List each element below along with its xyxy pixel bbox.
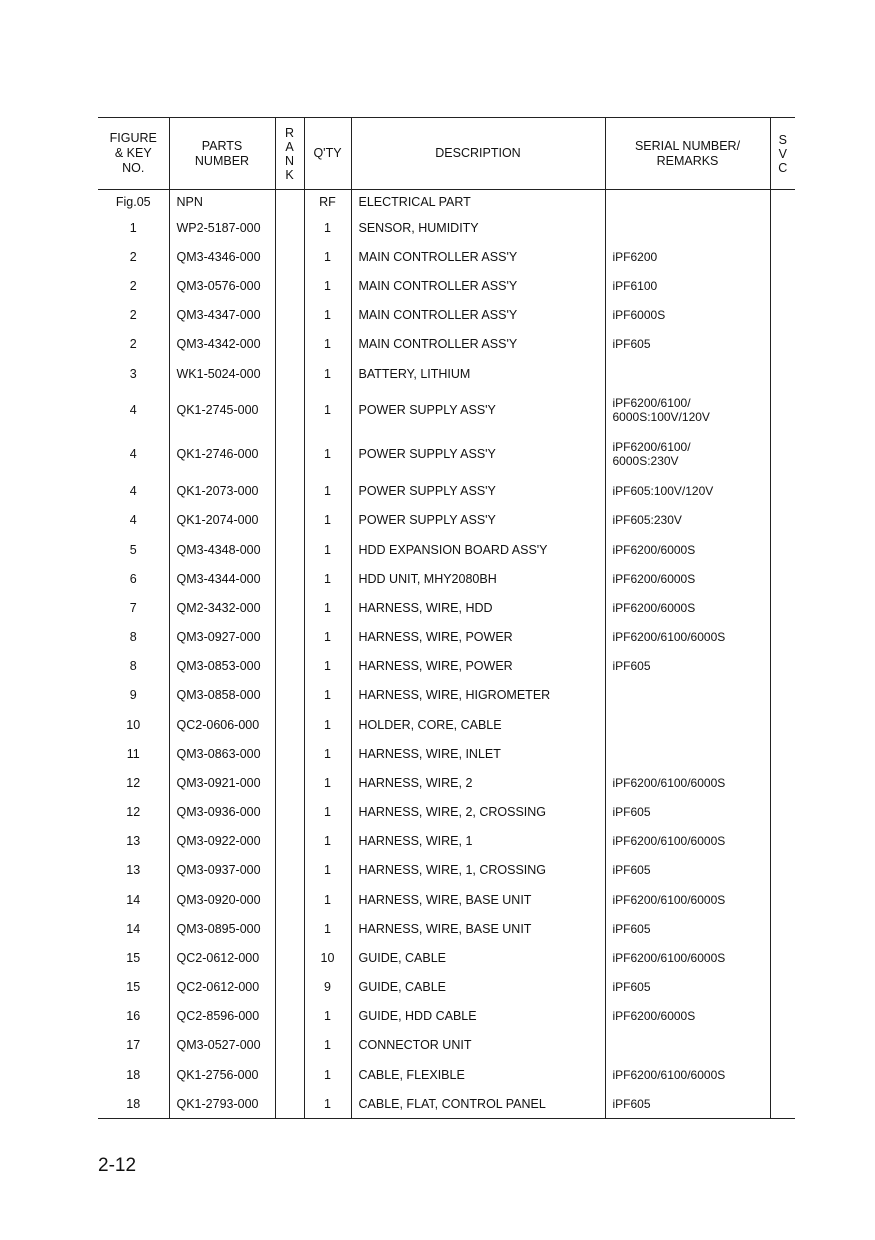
description-cell: GUIDE, CABLE	[351, 973, 605, 1002]
table-row	[98, 623, 795, 652]
table-row	[98, 944, 795, 973]
part-number-cell: NPN	[169, 190, 275, 214]
quantity-cell: 1	[304, 652, 351, 681]
header-figure-key: FIGURE & KEY NO.	[98, 118, 169, 190]
rank-cell	[275, 565, 304, 594]
description-cell: MAIN CONTROLLER ASS'Y	[351, 272, 605, 301]
svc-cell	[770, 243, 795, 272]
serial-remarks-cell: iPF6200	[605, 243, 770, 272]
quantity-cell: 1	[304, 535, 351, 565]
quantity-cell: 1	[304, 301, 351, 330]
quantity-cell: 1	[304, 827, 351, 856]
table-row	[98, 710, 795, 740]
description-cell: POWER SUPPLY ASS'Y	[351, 477, 605, 506]
serial-remarks-cell: iPF605:100V/120V	[605, 477, 770, 506]
description-cell: MAIN CONTROLLER ASS'Y	[351, 301, 605, 330]
rank-cell	[275, 535, 304, 565]
description-cell: GUIDE, CABLE	[351, 944, 605, 973]
serial-remarks-cell	[605, 710, 770, 740]
svc-cell	[770, 301, 795, 330]
part-number-cell: QC2-0612-000	[169, 973, 275, 1002]
serial-remarks-cell: iPF605	[605, 856, 770, 885]
table-row	[98, 301, 795, 330]
serial-remarks-cell: iPF605	[605, 798, 770, 827]
figure-key-cell: 13	[126, 863, 141, 877]
figure-key-cell: 4	[129, 484, 137, 498]
table-row	[98, 272, 795, 301]
part-number-cell: QK1-2746-000	[169, 432, 275, 477]
rank-cell	[275, 214, 304, 243]
part-number-cell: WK1-5024-000	[169, 359, 275, 389]
rank-cell	[275, 827, 304, 856]
parts-list-table	[98, 117, 795, 1119]
part-number-cell: QM3-0920-000	[169, 885, 275, 915]
figure-key-cell: 12	[126, 805, 141, 819]
description-cell: HDD UNIT, MHY2080BH	[351, 565, 605, 594]
description-cell: BATTERY, LITHIUM	[351, 359, 605, 389]
rank-cell	[275, 1002, 304, 1031]
description-cell: HARNESS, WIRE, POWER	[351, 652, 605, 681]
quantity-cell: 1	[304, 506, 351, 535]
svc-cell	[770, 623, 795, 652]
serial-remarks-cell: iPF6200/6000S	[605, 594, 770, 623]
part-number-cell: QM3-4346-000	[169, 243, 275, 272]
figure-key-cell: 14	[126, 892, 141, 907]
figure-key-cell: 16	[126, 1009, 141, 1023]
description-cell: CABLE, FLAT, CONTROL PANEL	[351, 1090, 605, 1119]
figure-key-cell: Fig.05	[115, 194, 151, 209]
table-row	[98, 827, 795, 856]
part-number-cell: QK1-2074-000	[169, 506, 275, 535]
figure-key-cell: 2	[129, 279, 137, 293]
rank-cell	[275, 769, 304, 798]
serial-remarks-cell: iPF605	[605, 652, 770, 681]
table-row	[98, 740, 795, 769]
rank-cell	[275, 330, 304, 359]
rank-cell	[275, 710, 304, 740]
rank-cell	[275, 594, 304, 623]
serial-remarks-cell: iPF6200/6100/6000S	[605, 769, 770, 798]
header-serial-remarks: SERIAL NUMBER/ REMARKS	[605, 118, 770, 190]
header-qty: Q'TY	[304, 118, 351, 190]
table-row	[98, 359, 795, 389]
figure-key-cell: 4	[129, 447, 137, 461]
part-number-cell: QM3-0895-000	[169, 915, 275, 944]
description-cell: POWER SUPPLY ASS'Y	[351, 506, 605, 535]
serial-remarks-cell	[605, 681, 770, 710]
figure-key-cell: 7	[129, 601, 137, 615]
part-number-cell: QM2-3432-000	[169, 594, 275, 623]
rank-cell	[275, 243, 304, 272]
rank-cell	[275, 681, 304, 710]
table-row	[98, 594, 795, 623]
description-cell: HARNESS, WIRE, BASE UNIT	[351, 885, 605, 915]
quantity-cell: 1	[304, 856, 351, 885]
part-number-cell: QK1-2073-000	[169, 477, 275, 506]
figure-key-cell: 15	[126, 951, 141, 965]
quantity-cell: 1	[304, 798, 351, 827]
part-number-cell: QM3-0527-000	[169, 1031, 275, 1060]
rank-cell	[275, 477, 304, 506]
part-number-cell: QK1-2793-000	[169, 1090, 275, 1119]
description-cell: HARNESS, WIRE, INLET	[351, 740, 605, 769]
part-number-cell: QM3-0927-000	[169, 623, 275, 652]
svc-cell	[770, 477, 795, 506]
table-row	[98, 973, 795, 1002]
svc-cell	[770, 389, 795, 432]
rank-cell	[275, 740, 304, 769]
figure-key-cell: 18	[98, 1090, 169, 1119]
description-cell: HARNESS, WIRE, 2	[351, 769, 605, 798]
table-row	[98, 681, 795, 710]
serial-remarks-cell	[605, 1031, 770, 1060]
serial-remarks-cell: iPF6100	[605, 272, 770, 301]
figure-key-cell: 5	[129, 542, 137, 557]
serial-remarks-cell	[605, 359, 770, 389]
rank-cell	[275, 652, 304, 681]
quantity-cell: 1	[304, 769, 351, 798]
svc-cell	[770, 681, 795, 710]
figure-key-cell: 2	[129, 337, 137, 351]
quantity-cell: 1	[304, 1031, 351, 1060]
svc-cell	[770, 190, 795, 214]
part-number-cell: WP2-5187-000	[169, 214, 275, 243]
rank-cell	[275, 885, 304, 915]
table-row	[98, 506, 795, 535]
quantity-cell: 1	[304, 885, 351, 915]
quantity-cell: 1	[304, 710, 351, 740]
figure-key-cell: 14	[126, 922, 141, 936]
description-cell: POWER SUPPLY ASS'Y	[351, 389, 605, 432]
quantity-cell: 1	[304, 1090, 351, 1119]
header-parts-number: PARTS NUMBER	[169, 118, 275, 190]
svc-cell	[770, 769, 795, 798]
serial-remarks-cell: iPF6200/6100/6000S	[605, 623, 770, 652]
figure-key-cell: 1	[129, 221, 137, 235]
figure-key-cell: 11	[126, 747, 140, 761]
table-row	[98, 856, 795, 885]
serial-remarks-cell: iPF605	[605, 915, 770, 944]
rank-cell	[275, 973, 304, 1002]
quantity-cell: 1	[304, 681, 351, 710]
table-row	[98, 1090, 795, 1119]
description-cell: HARNESS, WIRE, 2, CROSSING	[351, 798, 605, 827]
part-number-cell: QC2-8596-000	[169, 1002, 275, 1031]
figure-key-cell: 2	[129, 250, 137, 264]
description-cell: HDD EXPANSION BOARD ASS'Y	[351, 535, 605, 565]
quantity-cell: 1	[304, 272, 351, 301]
part-number-cell: QC2-0612-000	[169, 944, 275, 973]
rank-cell	[275, 1060, 304, 1090]
rank-cell	[275, 944, 304, 973]
svc-cell	[770, 885, 795, 915]
serial-remarks-cell: iPF6200/6100/ 6000S:100V/120V	[605, 389, 770, 432]
table-row	[98, 1031, 795, 1060]
part-number-cell: QK1-2756-000	[169, 1060, 275, 1090]
svc-cell	[770, 915, 795, 944]
svc-cell	[770, 652, 795, 681]
serial-remarks-cell	[605, 214, 770, 243]
serial-remarks-cell: iPF6200/6100/6000S	[605, 944, 770, 973]
svc-cell	[770, 1090, 795, 1119]
figure-key-cell: 12	[126, 776, 141, 790]
part-number-cell: QM3-0921-000	[169, 769, 275, 798]
rank-cell	[275, 1031, 304, 1060]
description-cell: HOLDER, CORE, CABLE	[351, 710, 605, 740]
quantity-cell: 1	[304, 594, 351, 623]
part-number-cell: QM3-4342-000	[169, 330, 275, 359]
part-number-cell: QM3-0576-000	[169, 272, 275, 301]
svc-cell	[770, 330, 795, 359]
rank-cell	[275, 272, 304, 301]
svc-cell	[770, 432, 795, 477]
description-cell: HARNESS, WIRE, BASE UNIT	[351, 915, 605, 944]
description-cell: GUIDE, HDD CABLE	[351, 1002, 605, 1031]
svc-cell	[770, 565, 795, 594]
part-number-cell: QM3-0863-000	[169, 740, 275, 769]
figure-key-cell: 10	[126, 717, 141, 732]
svc-cell	[770, 1031, 795, 1060]
parts-table-body	[98, 190, 795, 1119]
table-row	[98, 535, 795, 565]
description-cell: SENSOR, HUMIDITY	[351, 214, 605, 243]
svc-cell	[770, 973, 795, 1002]
svc-cell	[770, 710, 795, 740]
description-cell: HARNESS, WIRE, POWER	[351, 623, 605, 652]
table-row	[98, 243, 795, 272]
serial-remarks-cell: iPF6200/6100/6000S	[605, 827, 770, 856]
svc-cell	[770, 272, 795, 301]
svc-cell	[770, 944, 795, 973]
table-row	[98, 885, 795, 915]
svc-cell	[770, 594, 795, 623]
quantity-cell: 9	[304, 973, 351, 1002]
rank-cell	[275, 506, 304, 535]
table-row	[98, 1060, 795, 1090]
svc-cell	[770, 359, 795, 389]
figure-key-cell: 6	[129, 572, 137, 586]
serial-remarks-cell: iPF605	[605, 330, 770, 359]
svc-cell	[770, 740, 795, 769]
table-row	[98, 477, 795, 506]
description-cell: HARNESS, WIRE, 1, CROSSING	[351, 856, 605, 885]
quantity-cell: 1	[304, 214, 351, 243]
rank-cell	[275, 798, 304, 827]
table-row	[98, 190, 795, 214]
serial-remarks-cell	[605, 190, 770, 214]
quantity-cell: 1	[304, 1060, 351, 1090]
header-svc: S V C	[770, 118, 795, 190]
figure-key-cell: 2	[129, 308, 137, 322]
quantity-cell: 10	[304, 944, 351, 973]
table-row	[98, 565, 795, 594]
page-number: 2-12	[98, 1155, 137, 1176]
table-row	[98, 432, 795, 477]
serial-remarks-cell: iPF6200/6100/ 6000S:230V	[605, 432, 770, 477]
svc-cell	[770, 506, 795, 535]
svc-cell	[770, 827, 795, 856]
quantity-cell: 1	[304, 330, 351, 359]
figure-key-cell: 8	[129, 659, 137, 673]
serial-remarks-cell	[605, 740, 770, 769]
figure-key-cell: 9	[129, 688, 137, 702]
serial-remarks-cell: iPF6200/6100/6000S	[605, 1060, 770, 1090]
part-number-cell: QM3-0937-000	[169, 856, 275, 885]
table-row	[98, 769, 795, 798]
quantity-cell: 1	[304, 565, 351, 594]
rank-cell	[275, 389, 304, 432]
header-description: DESCRIPTION	[351, 118, 605, 190]
rank-cell	[275, 1090, 304, 1119]
figure-key-cell: 18	[126, 1067, 141, 1082]
svc-cell	[770, 856, 795, 885]
description-cell: POWER SUPPLY ASS'Y	[351, 432, 605, 477]
table-row	[98, 214, 795, 243]
quantity-cell: 1	[304, 243, 351, 272]
rank-cell	[275, 301, 304, 330]
figure-key-cell: 17	[126, 1038, 141, 1052]
table-row	[98, 1002, 795, 1031]
figure-key-cell: 4	[129, 513, 137, 527]
svc-cell	[770, 1002, 795, 1031]
svc-cell	[770, 214, 795, 243]
table-header-row	[98, 118, 795, 190]
rank-cell	[275, 359, 304, 389]
serial-remarks-cell: iPF605	[605, 973, 770, 1002]
quantity-cell: 1	[304, 432, 351, 477]
part-number-cell: QM3-0853-000	[169, 652, 275, 681]
svc-cell	[770, 535, 795, 565]
quantity-cell: 1	[304, 477, 351, 506]
header-rank: R A N K	[275, 118, 304, 190]
figure-key-cell: 4	[129, 403, 137, 417]
figure-key-cell: 8	[129, 630, 137, 644]
quantity-cell: 1	[304, 623, 351, 652]
quantity-cell: 1	[304, 389, 351, 432]
rank-cell	[275, 432, 304, 477]
part-number-cell: QM3-0858-000	[169, 681, 275, 710]
rank-cell	[275, 190, 304, 214]
description-cell: MAIN CONTROLLER ASS'Y	[351, 243, 605, 272]
figure-key-cell: 13	[126, 834, 141, 848]
table-row	[98, 652, 795, 681]
table-row	[98, 389, 795, 432]
part-number-cell: QM3-4348-000	[169, 535, 275, 565]
table-row	[98, 798, 795, 827]
quantity-cell: RF	[304, 190, 351, 214]
quantity-cell: 1	[304, 915, 351, 944]
rank-cell	[275, 623, 304, 652]
description-cell: CABLE, FLEXIBLE	[351, 1060, 605, 1090]
part-number-cell: QM3-4347-000	[169, 301, 275, 330]
table-row	[98, 915, 795, 944]
description-cell: CONNECTOR UNIT	[351, 1031, 605, 1060]
figure-key-cell: 3	[129, 366, 137, 381]
quantity-cell: 1	[304, 740, 351, 769]
quantity-cell: 1	[304, 359, 351, 389]
part-number-cell: QM3-0936-000	[169, 798, 275, 827]
figure-key-cell: 15	[126, 980, 141, 994]
part-number-cell: QM3-4344-000	[169, 565, 275, 594]
serial-remarks-cell: iPF6200/6000S	[605, 535, 770, 565]
serial-remarks-cell: iPF6200/6100/6000S	[605, 885, 770, 915]
serial-remarks-cell: iPF6200/6000S	[605, 565, 770, 594]
serial-remarks-cell: iPF605:230V	[605, 506, 770, 535]
description-cell: ELECTRICAL PART	[351, 190, 605, 214]
serial-remarks-cell: iPF6200/6000S	[605, 1002, 770, 1031]
description-cell: HARNESS, WIRE, HDD	[351, 594, 605, 623]
rank-cell	[275, 915, 304, 944]
rank-cell	[275, 856, 304, 885]
svc-cell	[770, 1060, 795, 1090]
description-cell: HARNESS, WIRE, 1	[351, 827, 605, 856]
svc-cell	[770, 798, 795, 827]
description-cell: HARNESS, WIRE, HIGROMETER	[351, 681, 605, 710]
serial-remarks-cell: iPF605	[605, 1090, 770, 1119]
part-number-cell: QM3-0922-000	[169, 827, 275, 856]
serial-remarks-cell: iPF6000S	[605, 301, 770, 330]
table-row	[98, 330, 795, 359]
part-number-cell: QK1-2745-000	[169, 389, 275, 432]
part-number-cell: QC2-0606-000	[169, 710, 275, 740]
quantity-cell: 1	[304, 1002, 351, 1031]
description-cell: MAIN CONTROLLER ASS'Y	[351, 330, 605, 359]
